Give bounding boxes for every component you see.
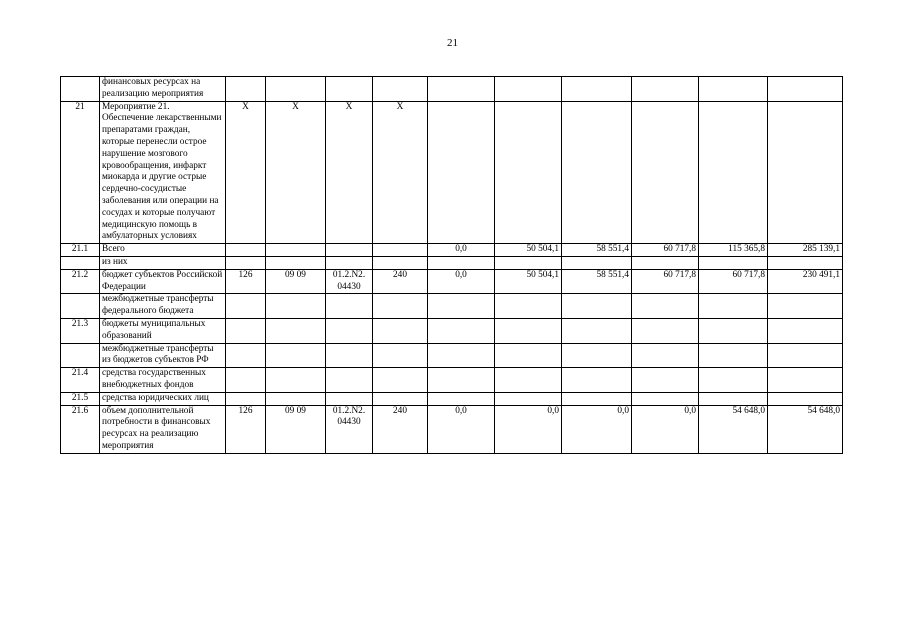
code-expense-type <box>373 343 428 368</box>
value-5 <box>699 318 768 343</box>
code-expense-type <box>373 368 428 393</box>
value-4: 0,0 <box>632 405 699 453</box>
value-2 <box>495 101 562 244</box>
value-5: 115 365,8 <box>699 244 768 257</box>
row-number: 21.1 <box>61 244 100 257</box>
code-ministry <box>226 256 266 269</box>
value-1 <box>428 343 495 368</box>
code-section: 09 09 <box>266 405 326 453</box>
value-3: 58 551,4 <box>562 244 632 257</box>
value-3 <box>562 256 632 269</box>
value-5 <box>699 294 768 319</box>
value-3 <box>562 392 632 405</box>
value-2 <box>495 256 562 269</box>
code-expense-type <box>373 77 428 102</box>
value-2: 50 504,1 <box>495 269 562 294</box>
value-3: 0,0 <box>562 405 632 453</box>
value-5: 54 648,0 <box>699 405 768 453</box>
code-target <box>326 244 373 257</box>
value-5 <box>699 101 768 244</box>
value-6 <box>768 368 843 393</box>
value-6 <box>768 77 843 102</box>
row-name: межбюджетные трансферты из бюджетов субъектов РФ <box>100 343 226 368</box>
value-4 <box>632 318 699 343</box>
row-name: межбюджетные трансферты федерального бюджета <box>100 294 226 319</box>
table-row <box>61 405 843 453</box>
code-expense-type <box>373 392 428 405</box>
value-3 <box>562 294 632 319</box>
table-row <box>61 269 843 294</box>
code-ministry <box>226 392 266 405</box>
value-5 <box>699 256 768 269</box>
value-6: 54 648,0 <box>768 405 843 453</box>
value-1: 0,0 <box>428 244 495 257</box>
row-number <box>61 77 100 102</box>
value-4 <box>632 294 699 319</box>
table-row <box>61 318 843 343</box>
code-expense-type <box>373 256 428 269</box>
code-section: 09 09 <box>266 269 326 294</box>
budget-table <box>60 76 843 454</box>
code-target <box>326 343 373 368</box>
value-4: 60 717,8 <box>632 244 699 257</box>
value-2: 50 504,1 <box>495 244 562 257</box>
value-2: 0,0 <box>495 405 562 453</box>
table-row <box>61 77 843 102</box>
row-name: бюджеты муниципальных образований <box>100 318 226 343</box>
table-row <box>61 294 843 319</box>
code-target <box>326 256 373 269</box>
page-number: 21 <box>447 37 458 49</box>
value-4 <box>632 101 699 244</box>
value-3: 58 551,4 <box>562 269 632 294</box>
code-ministry: 126 <box>226 405 266 453</box>
value-5 <box>699 77 768 102</box>
row-name: финансовых ресурсах на реализацию мероприятия <box>100 77 226 102</box>
code-ministry <box>226 368 266 393</box>
value-4 <box>632 256 699 269</box>
code-expense-type: 240 <box>373 269 428 294</box>
value-1: 0,0 <box>428 269 495 294</box>
code-section <box>266 244 326 257</box>
code-expense-type <box>373 294 428 319</box>
table-row <box>61 256 843 269</box>
code-section <box>266 343 326 368</box>
value-6 <box>768 101 843 244</box>
row-name: средства юридических лиц <box>100 392 226 405</box>
code-target <box>326 77 373 102</box>
value-6 <box>768 294 843 319</box>
code-ministry: 126 <box>226 269 266 294</box>
value-4 <box>632 77 699 102</box>
code-section <box>266 368 326 393</box>
table-row <box>61 101 843 244</box>
row-number <box>61 343 100 368</box>
table-row <box>61 343 843 368</box>
value-2 <box>495 318 562 343</box>
value-2 <box>495 294 562 319</box>
row-number <box>61 256 100 269</box>
value-5: 60 717,8 <box>699 269 768 294</box>
value-4: 60 717,8 <box>632 269 699 294</box>
code-ministry <box>226 343 266 368</box>
value-1 <box>428 368 495 393</box>
table-row <box>61 244 843 257</box>
value-2 <box>495 343 562 368</box>
row-number: 21.3 <box>61 318 100 343</box>
code-target: 01.2.N2. 04430 <box>326 269 373 294</box>
value-3 <box>562 343 632 368</box>
code-expense-type <box>373 318 428 343</box>
value-6: 230 491,1 <box>768 269 843 294</box>
row-name: Мероприятие 21. Обеспечение лекарственными препаратами граждан, которые перенесли острое нарушение мозгового кровообращения, инфаркт миокарда и другие острые сердечно-сосудистые заболевания или операции на сосудах и которые получают медицинскую помощь в амбулаторных условиях <box>100 101 226 244</box>
code-target <box>326 294 373 319</box>
code-section: X <box>266 101 326 244</box>
code-ministry <box>226 244 266 257</box>
value-4 <box>632 368 699 393</box>
code-ministry: X <box>226 101 266 244</box>
value-4 <box>632 343 699 368</box>
value-6 <box>768 343 843 368</box>
row-name: средства государственных внебюджетных фондов <box>100 368 226 393</box>
value-1 <box>428 392 495 405</box>
code-target <box>326 392 373 405</box>
value-1 <box>428 77 495 102</box>
value-2 <box>495 392 562 405</box>
code-ministry <box>226 318 266 343</box>
row-number: 21.5 <box>61 392 100 405</box>
row-number: 21.6 <box>61 405 100 453</box>
table-row <box>61 392 843 405</box>
row-number: 21 <box>61 101 100 244</box>
value-3 <box>562 368 632 393</box>
row-name: из них <box>100 256 226 269</box>
value-2 <box>495 368 562 393</box>
code-target: X <box>326 101 373 244</box>
row-name: Всего <box>100 244 226 257</box>
code-target <box>326 368 373 393</box>
value-5 <box>699 392 768 405</box>
value-5 <box>699 343 768 368</box>
value-6 <box>768 256 843 269</box>
row-name: объем дополнительной потребности в финансовых ресурсах на реализацию мероприятия <box>100 405 226 453</box>
value-1: 0,0 <box>428 405 495 453</box>
code-expense-type <box>373 244 428 257</box>
code-section <box>266 392 326 405</box>
value-1 <box>428 318 495 343</box>
value-5 <box>699 368 768 393</box>
code-section <box>266 256 326 269</box>
value-6 <box>768 392 843 405</box>
table-row <box>61 368 843 393</box>
value-1 <box>428 294 495 319</box>
row-number <box>61 294 100 319</box>
code-expense-type: 240 <box>373 405 428 453</box>
value-3 <box>562 77 632 102</box>
value-2 <box>495 77 562 102</box>
value-1 <box>428 256 495 269</box>
code-ministry <box>226 77 266 102</box>
value-4 <box>632 392 699 405</box>
value-3 <box>562 318 632 343</box>
code-section <box>266 318 326 343</box>
value-3 <box>562 101 632 244</box>
row-number: 21.2 <box>61 269 100 294</box>
row-number: 21.4 <box>61 368 100 393</box>
code-target: 01.2.N2. 04430 <box>326 405 373 453</box>
value-1 <box>428 101 495 244</box>
code-section <box>266 294 326 319</box>
value-6 <box>768 318 843 343</box>
code-section <box>266 77 326 102</box>
code-expense-type: X <box>373 101 428 244</box>
row-name: бюджет субъектов Российской Федерации <box>100 269 226 294</box>
value-6: 285 139,1 <box>768 244 843 257</box>
code-ministry <box>226 294 266 319</box>
code-target <box>326 318 373 343</box>
